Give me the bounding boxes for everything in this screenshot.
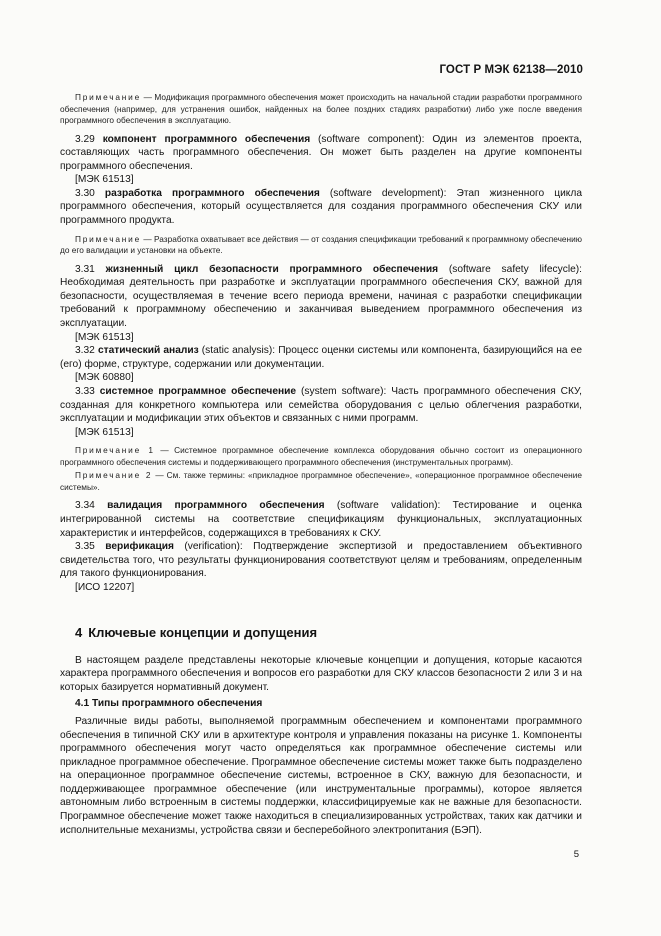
page-content [60,92,582,837]
note-text: — Системное программное обеспечение комплекса оборудования обычно состоит из операционного программного обеспечения системы и поддерживающего программного обеспечения (инструментальных программ). [60,445,582,467]
definition-3-31 [60,263,582,331]
section-intro: В настоящем разделе представлены некоторые ключевые концепции и допущения, которые касаются характера программного обеспечения и вопросов его разработки для СКУ классов безопасности 2 или 3 и на которых базируется нормативный документ. [60,654,582,693]
definition-text: (software safety lifecycle): Необходимая деятельность при разработке и эксплуатации программного обеспечения СКУ, важной для безопасности, осуществляемая в течение всего периода времени, начиная с разработки спецификации требований к программному обеспечению и заканчивая выведением программного обеспечения из эксплуатации. [60,263,582,330]
definition-text: (static analysis): Процесс оценки системы или компонента, базирующийся на ее (его) форме, структуре, содержании или документации. [60,345,582,370]
note-3-33-1 [60,445,582,468]
definition-term: системное программное обеспечение [99,386,297,397]
definition-term: жизненный цикл безопасности программного обеспечения [105,263,439,275]
reference-3-32: [МЭК 60880] [75,372,134,384]
definition-term: валидация программного обеспечения [107,500,325,512]
definition-number: 3.35 [75,541,95,553]
definition-3-29 [60,133,582,174]
section-number: 4 [75,624,83,640]
subsection-text: Различные виды работы, выполняемой программным обеспечением и компонентами программного обеспечения в типичной СКУ или в архитектуре контроля и управления показаны на рисунке 1. Компоненты программного обеспечения могут часто определяться как программное обеспечение системы или прикладное программное обеспечение. Программное обеспечение системы может также быть подразделено на операционное программное обеспечение системы, встроенное в СКУ, важную для безопасности, и поддерживающее программное обеспечение (или инструментальные программы), которое является автономным либо встроенным в системы поддержки, классифицируемые как не важные для безопасности. Программное обеспечение может также находиться в специализированных устройствах, таких как датчики и исполнительные механизмы, устройства связи и бесперебойного электропитания (БЭП). [60,715,582,836]
note-label: Примечание 2 [75,470,153,481]
definition-text: (verification): Подтверждение экспертизой и предоставлением объективного свидетельства того, что результаты функционирования соответствуют целям и требованиям, определенным для такого функционирования. [60,541,582,580]
note-3-30 [60,234,582,257]
definition-number: 3.33 [75,386,95,397]
definition-term: разработка программного обеспечения [104,187,320,199]
definition-number: 3.32 [75,345,95,357]
definition-3-34 [60,499,582,540]
section-heading [75,625,582,640]
definition-number: 3.31 [75,263,95,275]
note-3-33-2 [60,470,582,493]
definition-text: (software component): Один из элементов проекта, составляющих часть программного обеспечения. Он может быть разделен на другие компоненты программного обеспечения. [60,133,582,172]
definition-text: (software validation): Тестирование и оценка интегрированной системы на соответствие спецификациям функциональных, эксплуатационных характеристик и интерфейсов, содержащихся в требованиях к СКУ. [60,500,582,539]
definition-number: 3.30 [75,187,95,199]
definition-term: компонент программного обеспечения [102,133,311,145]
note-top [60,92,582,127]
note-label: Примечание [75,92,142,102]
subsection-heading: 4.1 Типы программного обеспечения [75,698,263,710]
reference-3-33: [МЭК 61513] [75,426,134,438]
note-text: — См. также термины: «прикладное программное обеспечение», «операционное программное обеспечение системы». [60,470,582,492]
definition-number: 3.29 [75,133,95,145]
reference-3-35: [ИСО 12207] [75,581,135,593]
reference-3-31: [МЭК 61513] [75,331,134,343]
reference-3-29: [МЭК 61513] [75,174,134,186]
page-number: 5 [573,849,579,860]
note-text: — Разработка охватывает все действия — от создания спецификации требований к программному обеспечению до его валидации и установки на объекте. [60,233,582,256]
document-code-header: ГОСТ Р МЭК 62138—2010 [439,64,583,76]
definition-3-33 [60,385,582,426]
definition-number: 3.34 [75,500,95,512]
section-title: Ключевые концепции и допущения [88,624,318,640]
definition-text: (software development): Этап жизненного цикла программного обеспечения, который осуществляется для создания программного обеспечения СКУ или программного продукта. [60,187,582,227]
note-label: Примечание [75,233,142,244]
definition-term: верификация [105,541,174,553]
definition-term: статический анализ [97,345,199,357]
definition-3-30 [60,187,582,228]
definition-3-35 [60,540,582,581]
definition-3-32 [60,344,582,371]
note-label: Примечание 1 [75,445,155,456]
note-text: — Модификация программного обеспечения может происходить на начальной стадии разработки программного обеспечения (например, для устранения ошибок, найденных на более поздних стадиях разработки) либо уже после введения программного обеспечения в эксплуатацию. [60,92,582,125]
definition-text: (system software): Часть программного обеспечения СКУ, созданная для конкретного компьютера или семейства оборудования с целью облегчения разработки, эксплуатации и модификации этих объектов и связанных с ними программ. [60,386,582,425]
